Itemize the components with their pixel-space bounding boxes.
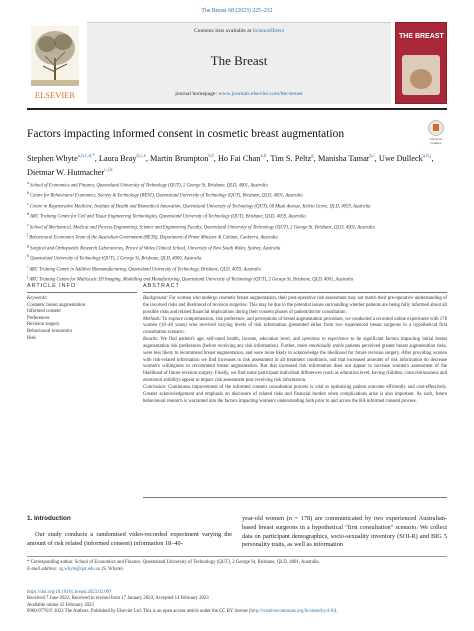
keyword-item: Cosmetic breast augmentation	[27, 302, 86, 308]
article-footer	[27, 590, 447, 616]
author-separator: ,	[431, 153, 434, 163]
email-note: E-mail address: sg.whyte@qut.edu.au (S. Whyte).	[27, 566, 124, 572]
keyword-item: Risk	[27, 335, 36, 341]
author-separator: ,	[213, 153, 218, 163]
author-affiliation-marks[interactable]: c,i,k	[104, 168, 113, 174]
license-statement: 0960-9776/© 2023 The Authors. Published by Elsevier Ltd. This is an open access article under the CC BY license (http://creativecommons.org/licenses/by/4.0/).	[27, 609, 338, 615]
sciencedirect-link[interactable]: ScienceDirect	[252, 28, 285, 34]
author-name[interactable]: Manisha Tamar	[317, 153, 370, 163]
abstract-conclusion: Conclusion: Continuous improvement of the informed consent consultation process is vital to optimising patient outcome efficiently and cost-effectively. Greater acknowledgement and emphasis on disclosure of related risks and financial burden when complications arise is also important. As such, future behavioural research is warranted into the factors impacting women's understanding both prior to and across the BA informed consent process.	[143, 384, 447, 404]
article-info-heading: ARTICLE INFO	[27, 283, 137, 293]
abstract-column	[143, 283, 447, 406]
author-separator: ,	[313, 153, 318, 163]
affiliation-text: Behavioural Economics Team of the Australian Government (BETA), Department of Prime Minister & Cabinet, Canberra, Australia	[29, 235, 278, 241]
affiliation-text: Queensland University of Technology (QUT), 2 George St, Brisbane, QLD, 4000, Australia	[30, 256, 202, 262]
abstract-body	[143, 296, 447, 406]
keyword-item: Informed consent	[27, 309, 61, 315]
author-entry[interactable]	[270, 154, 318, 163]
body-text-left-column: Our study conducts a randomised video-recorded experiment varying the amount of risk related (informed consent) information 18–40-	[27, 531, 232, 547]
corresponding-author-note: * Corresponding author. School of Economics and Finance, Queensland University of Technology (QUT), 2 George St, Brisbane, QLD, 4001, Australia.	[27, 560, 320, 565]
affiliation-key: g	[27, 243, 29, 248]
cover-title: THE BREAST	[399, 33, 444, 40]
keyword-item: Behavioural economics	[27, 328, 73, 334]
affiliation-text: Surgical and Orthopaedic Research Laboratories, Prince of Wales Clinical School, University of New South Wales, Sydney, Australia	[30, 246, 281, 252]
author-separator: ,	[145, 153, 151, 163]
author-entry[interactable]	[318, 154, 379, 163]
affiliation-key: b	[27, 191, 29, 196]
keyword-item: Revision surgery	[27, 322, 60, 328]
author-entry[interactable]	[27, 154, 99, 163]
bookmark-icon	[433, 124, 439, 131]
author-entry[interactable]	[150, 154, 218, 163]
affiliation-key: f	[27, 233, 29, 238]
journal-banner	[87, 22, 391, 104]
abstract-background: Background: For women who undergo cosmetic breast augmentation, their post-operative risk assessment may not match their pre-operative understanding of the involved risks and likelihood of revision surgeries. This may be due to the potential issues surrounding whether patients are being fully informed about all possible risks and related financial implications during their consent phases of patient/doctor consultation.	[143, 296, 448, 315]
author-affiliation-marks[interactable]: b,c,e	[136, 154, 146, 159]
elsevier-tree-icon	[27, 22, 83, 104]
available-online-date: Available online 22 February 2023	[27, 602, 94, 608]
affiliation-text: Centre for Behavioural Economics, Society & Technology (BEST), Queensland University of Technology (QUT), Brisbane, QLD, 4001, Australia	[30, 194, 303, 200]
received-dates: Received 7 June 2022; Received in revised form 17 January 2023; Accepted 14 February 2023	[27, 596, 209, 602]
affiliation-key: a	[27, 181, 29, 185]
elsevier-wordmark: ELSEVIER	[34, 90, 76, 100]
author-separator: ,	[374, 153, 379, 163]
elsevier-logo	[27, 22, 83, 104]
affiliation-item	[27, 180, 447, 190]
author-name[interactable]: Tim S. Peltz	[270, 153, 312, 163]
affiliation-item	[27, 232, 447, 242]
journal-homepage-link[interactable]: www.journals.elsevier.com/the-breast	[218, 91, 303, 97]
journal-title: The Breast	[210, 53, 268, 68]
journal-masthead	[27, 22, 447, 104]
author-name[interactable]: Martin Brumpton	[150, 153, 209, 163]
author-entry[interactable]	[27, 168, 113, 177]
affiliation-text: ARC Training Centre for Multiscale 3D Imaging, Modelling and Manufacturing, Queensland University of Technology (QUT), 2 George St, Brisbane, QLD, 4001, Australia	[29, 277, 354, 283]
article-title: Factors impacting informed consent in cosmetic breast augmentation	[27, 128, 345, 140]
abstract-results: Results: We find patient's age, self-rated health, income, education level, and openness to experience to be significant factors impacting initial breast augmentation risk preferences (before receiving any risk information). Further, more emotionally stable patients perceived greater breast augmentation risks, were less likely to recommend breast augmentation, and were more likely to acknowledge the likelihood for future revision surgery. After providing women with risk-related information we find increases in risk assessment in all treatment conditions, and that increased amounts of risk information do decrease women's willingness to recommend breast augmentation. But that increased risk information does not appear to increase women's assessment of the likelihood of future revision surgery. Finally, we find some participant individual differences (such as education level, having children, conscientiousness and emotional stability) appear to impact risk assessment post receiving risk information.	[143, 337, 448, 384]
author-entry[interactable]	[99, 154, 150, 163]
author-entry[interactable]	[218, 154, 270, 163]
affiliation-text: School of Mechanical, Medical and Process Engineering, Science and Engineering Faculty, Queensland University of Technology (QUT), 2 George St, Brisbane, QLD, 4001, Australia	[29, 225, 375, 231]
affiliation-item	[27, 201, 447, 211]
author-email-link[interactable]: sg.whyte@qut.edu.au	[58, 566, 101, 572]
author-list	[27, 151, 447, 180]
footnotes	[27, 556, 447, 573]
abstract-methods: Methods: To explore comprehension, risk preference, and perceptions of breast augmentation procedure, we conducted a recorded online experiment with 178 women (18–40 years) who received varying levels of risk information (presented either from two experienced breast surgeons in a hypothetical first consultation scenario.	[143, 316, 447, 336]
author-name[interactable]: Laura Bray	[98, 153, 137, 163]
affiliation-key: h	[27, 254, 29, 259]
affiliation-key: d	[27, 212, 29, 217]
journal-cover-thumbnail	[395, 22, 447, 104]
body-text-right-column: year-old women (n = 178) are communicated by two experienced Australian-based breast surgeons in a hypothetical "first consultation" scenario. We collect data on participant demographics, socio-sexuality inventory (SOI-R) and BIG 5 personality traits, as well as information	[242, 515, 447, 549]
journal-homepage: journal homepage: www.journals.elsevier.com/the-breast	[175, 91, 303, 97]
journal-reference[interactable]: The Breast 68 (2023) 225–232	[201, 8, 273, 14]
affiliation-text: ARC Training Centre in Additive Biomanufacturing, Queensland University of Technology, Brisbane, QLD, 4059, Australia	[29, 267, 261, 273]
abstract-heading: ABSTRACT	[143, 283, 447, 293]
affiliation-item	[27, 243, 447, 253]
affiliation-item	[27, 222, 447, 232]
affiliation-key: j	[27, 275, 29, 280]
author-affiliation-marks[interactable]: g	[311, 154, 314, 159]
check-for-updates-badge[interactable]: Check for updates	[425, 120, 447, 144]
affiliation-text: ARC Training Centre for Cell and Tissue Engineering Technologies, Queensland University of Technology (QUT), Brisbane, QLD, 4059, Australia	[30, 214, 306, 220]
author-name[interactable]: Ho Fai Chan	[217, 153, 261, 163]
affiliation-key: i	[27, 264, 29, 269]
affiliation-text: Centre in Regenerative Medicine, Institute of Health and Biomedical Innovation, Queensland University of Technology (QUT), 60 Musk Avenue, Kelvin Grove, QLD, 4059, Australia	[29, 204, 371, 210]
author-entry[interactable]	[379, 154, 434, 163]
license-link[interactable]: http://creativecommons.org/licenses/by/4.0/	[250, 609, 335, 615]
keyword-list	[27, 296, 137, 342]
author-affiliation-marks[interactable]: a,b,j	[422, 154, 432, 159]
author-name[interactable]: Stephen Whyte	[27, 153, 78, 163]
cover-image-detail	[410, 69, 432, 89]
contents-availability: Contents lists available at ScienceDirect	[193, 28, 285, 34]
keyword-item: Preferences	[27, 315, 50, 321]
affiliation-key: e	[27, 222, 29, 227]
affiliation-key: c	[27, 201, 29, 206]
section-heading-introduction: 1. Introduction	[27, 515, 71, 522]
author-separator: ,	[266, 153, 271, 163]
affiliation-item	[27, 264, 447, 274]
affiliation-text: School of Economics and Finance, Queensland University of Technology (QUT), 2 George St, Brisbane, QLD, 4001, Australia	[30, 183, 268, 189]
author-affiliation-marks[interactable]: a,b	[260, 154, 267, 159]
article-info-column	[27, 283, 137, 342]
doi-link[interactable]: https://doi.org/10.1016/j.breast.2023.02.007	[27, 590, 112, 595]
author-name[interactable]: Uwe Dulleck	[378, 153, 423, 163]
affiliation-list	[27, 180, 447, 285]
header-divider	[27, 108, 447, 110]
author-affiliation-marks[interactable]: a,b,c,d,*	[77, 154, 95, 159]
author-affiliation-marks[interactable]: h,i	[369, 154, 375, 159]
author-separator: ,	[94, 153, 99, 163]
author-affiliation-marks[interactable]: b,f	[208, 154, 214, 159]
affiliation-item	[27, 190, 447, 200]
affiliation-item	[27, 253, 447, 263]
abstract-divider	[143, 497, 447, 498]
keywords-label: Keywords:	[27, 296, 48, 301]
author-name[interactable]: Dietmar W. Hutmacher	[27, 168, 105, 178]
affiliation-item	[27, 211, 447, 221]
